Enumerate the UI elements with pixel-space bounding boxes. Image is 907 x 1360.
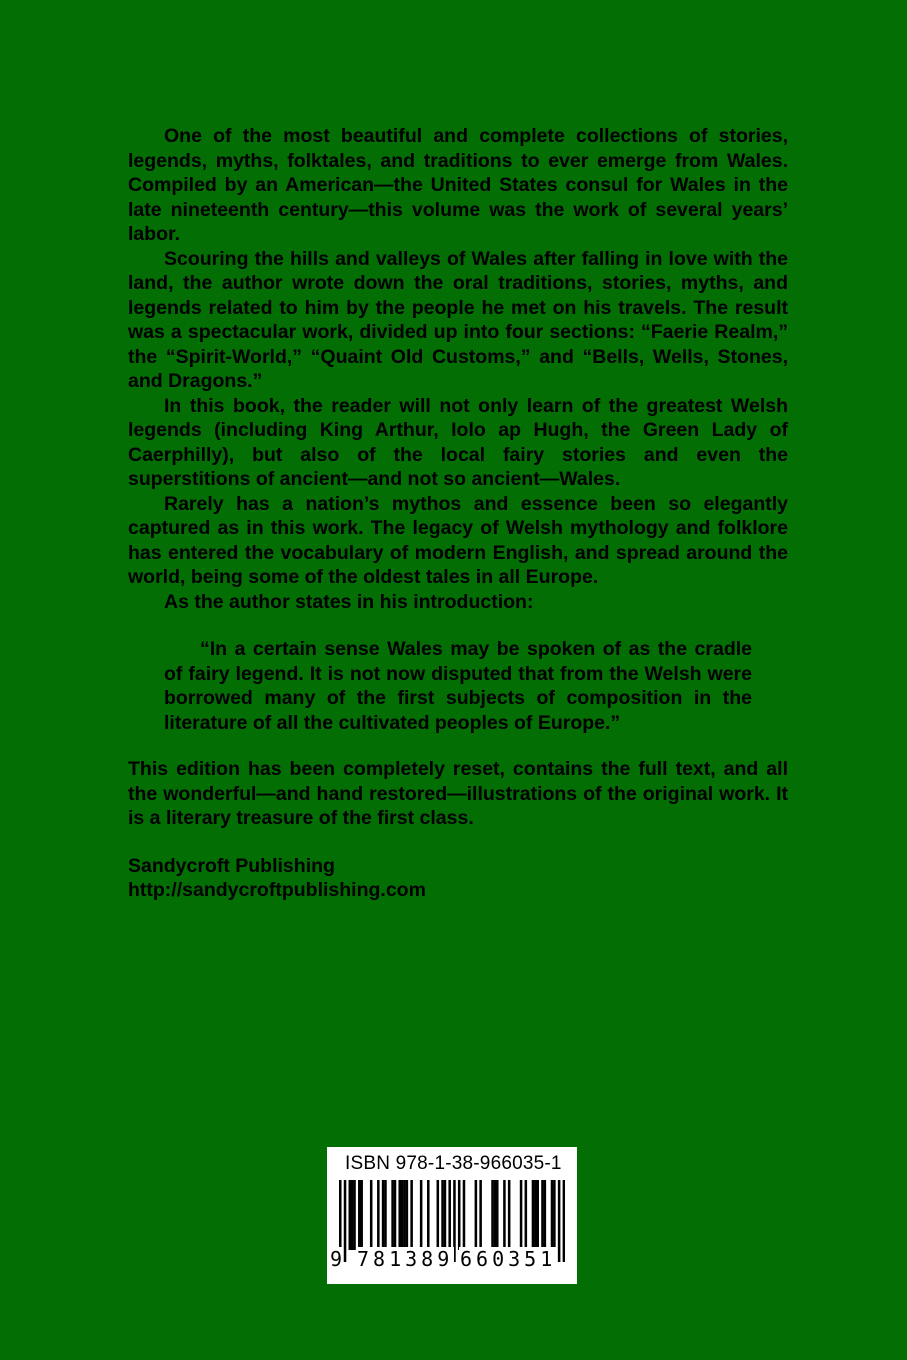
barcode-bar bbox=[391, 1180, 394, 1250]
barcode-bar bbox=[406, 1180, 409, 1250]
barcode-bar bbox=[532, 1180, 535, 1250]
barcode-bar bbox=[544, 1180, 547, 1250]
barcode-bar bbox=[534, 1180, 537, 1250]
introduction-quote: “In a certain sense Wales may be spoken of as the cradle of fairy legend. It is not now disputed that from the Welsh were borrowed many of the first subjects of composition in the literature of all the cultivated peoples of Europe.” bbox=[164, 638, 752, 734]
barcode-bar bbox=[377, 1180, 380, 1250]
barcode-bar bbox=[508, 1180, 511, 1250]
barcode-bar bbox=[536, 1180, 539, 1250]
barcode-bar bbox=[401, 1180, 404, 1250]
barcode-guard-bar bbox=[558, 1180, 561, 1262]
barcode-bar bbox=[349, 1180, 352, 1250]
publisher-name: Sandycroft Publishing bbox=[128, 854, 335, 877]
barcode-bar bbox=[441, 1180, 444, 1250]
isbn-barcode bbox=[327, 1147, 577, 1284]
barcode-bar bbox=[382, 1180, 385, 1250]
barcode-bar bbox=[553, 1180, 556, 1250]
barcode-bar bbox=[384, 1180, 387, 1250]
barcode-bar bbox=[351, 1180, 354, 1250]
barcode-bar bbox=[370, 1180, 373, 1250]
barcode-bar bbox=[420, 1180, 423, 1250]
barcode-bar bbox=[427, 1180, 430, 1250]
back-cover-text bbox=[128, 124, 788, 903]
description-paragraph-3: In this book, the reader will not only learn of the greatest Welsh legends (including King Arthur, Iolo ap Hugh, the Green Lady of Caerphilly), but also of the local fairy stories and even the superstitions of ancient—and not so ancient—Wales. bbox=[128, 394, 788, 490]
description-paragraph-1: One of the most beautiful and complete collections of stories, legends, myths, folktales, and traditions to ever emerge from Wales. Compiled by an American—the United States consul for Wales in the late nineteenth century—this volume was the work of several years’ labor. bbox=[128, 125, 788, 245]
barcode-bar bbox=[491, 1180, 494, 1250]
barcode-guard-bar bbox=[344, 1180, 347, 1262]
closing-paragraph: This edition has been completely reset, contains the full text, and all the wonderful—and hand restored—illustrations of the original work. It is a literary treasure of the first class. bbox=[128, 758, 788, 829]
isbn-label: ISBN 978-1-38-966035-1 bbox=[345, 1153, 562, 1174]
barcode-bar bbox=[525, 1180, 528, 1250]
barcode-bar bbox=[394, 1180, 397, 1250]
barcode-left-digits: 781389 bbox=[357, 1247, 454, 1271]
barcode-bar bbox=[353, 1180, 356, 1250]
barcode-bar bbox=[541, 1180, 544, 1250]
barcode-bar bbox=[403, 1180, 406, 1250]
barcode-bar bbox=[398, 1180, 401, 1250]
barcode-bar bbox=[458, 1180, 461, 1250]
description-paragraph-4: Rarely has a nation’s mythos and essence been so elegantly captured as in this work. The legacy of Welsh mythology and folklore has entered the vocabulary of modern English, and spread around the world, being some of the oldest tales in all Europe. bbox=[128, 492, 788, 588]
barcode-bar bbox=[496, 1180, 499, 1250]
barcode-bar bbox=[479, 1180, 482, 1250]
description-paragraph-5: As the author states in his introduction: bbox=[164, 590, 534, 613]
barcode-bar bbox=[551, 1180, 554, 1250]
barcode-bar bbox=[410, 1180, 413, 1250]
barcode-bar bbox=[360, 1180, 363, 1250]
barcode-right-digits: 660351 bbox=[460, 1247, 557, 1271]
barcode-bar bbox=[437, 1180, 440, 1250]
barcode-bar bbox=[463, 1180, 466, 1250]
barcode-guard-bar bbox=[563, 1180, 565, 1262]
description-paragraph-2: Scouring the hills and valleys of Wales after falling in love with the land, the author wrote down the oral traditions, stories, myths, and legends related to him by the people he met on his travels. The result was a spectacular work, divided up into four sections: “Faerie Realm,” the “Spirit-World,” “Quaint Old Customs,” and “Bells, Wells, Stones, and Dragons.” bbox=[128, 247, 788, 392]
publisher-url: http://sandycroftpublishing.com bbox=[128, 879, 426, 901]
barcode-bar bbox=[358, 1180, 361, 1250]
publisher-info bbox=[128, 854, 788, 903]
barcode-bar bbox=[494, 1180, 497, 1250]
barcode-bar bbox=[444, 1180, 447, 1250]
barcode-bar bbox=[520, 1180, 523, 1250]
barcode-bar bbox=[475, 1180, 478, 1250]
barcode-first-digit: 9 bbox=[330, 1247, 343, 1271]
barcode-bar bbox=[503, 1180, 506, 1250]
